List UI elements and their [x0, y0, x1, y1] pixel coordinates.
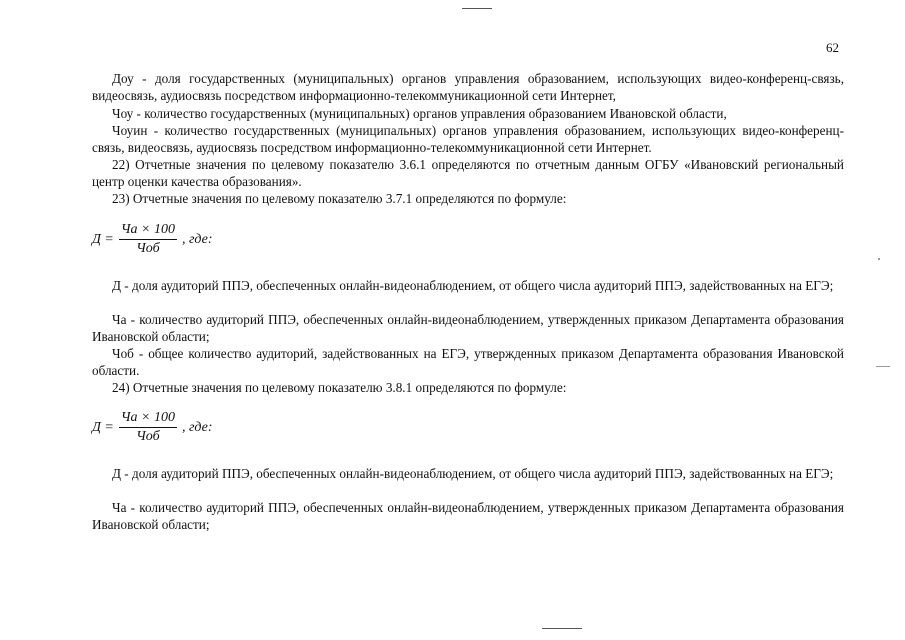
formula-numerator: Ча × 100 — [119, 222, 177, 240]
paragraph-item-23: 23) Отчетные значения по целевому показателю 3.7.1 определяются по формуле: — [112, 191, 567, 206]
formula-denominator: Чоб — [136, 429, 160, 444]
paragraph-cha-def: Ча - количество аудиторий ППЭ, обеспеченных онлайн-видеонаблюдением, утвержденных приказом Департамента образования Ивановской области; — [92, 312, 844, 344]
paragraph-chob-def: Чоб - общее количество аудиторий, задействованных на ЕГЭ, утвержденных приказом Департамента образования Ивановской области. — [92, 346, 844, 378]
formula-fraction — [119, 222, 177, 257]
paragraph-d-def: Д - доля аудиторий ППЭ, обеспеченных онлайн-видеонаблюдением, от общего числа аудиторий ППЭ, задействованных на ЕГЭ; — [112, 278, 834, 293]
formula-tail: , где: — [181, 419, 213, 435]
formula-lhs: Д = — [92, 231, 114, 247]
paragraph-d-def-2: Д - доля аудиторий ППЭ, обеспеченных онлайн-видеонаблюдением, от общего числа аудиторий ППЭ, задействованных на ЕГЭ; — [112, 466, 834, 481]
paragraph-cha-def-2: Ча - количество аудиторий ППЭ, обеспеченных онлайн-видеонаблюдением, утвержденных приказом Департамента образования Ивановской области; — [92, 500, 844, 532]
paragraph-dou: Доу - доля государственных (муниципальных) органов управления образованием, использующих видео-конференц-связь, видеосвязь, аудиосвязь посредством информационно-телекоммуникационной сети Интернет, — [92, 71, 844, 103]
bottom-scan-line — [542, 628, 582, 629]
scan-mark-right-small — [878, 258, 880, 260]
formula-tail: , где: — [181, 231, 213, 247]
formula-lhs: Д = — [92, 419, 114, 435]
formula-fraction — [119, 410, 177, 445]
paragraph-chouin: Чоуин - количество государственных (муниципальных) органов управления образованием, использующих видео-конференц-связь, видеосвязь, аудиосвязь посредством информационно-телекоммуникационной сети Интернет. — [92, 123, 844, 155]
paragraph-item-22: 22) Отчетные значения по целевому показателю 3.6.1 определяются по отчетным данным ОГБУ «Ивановский региональный центр оценки качества образования». — [92, 157, 844, 189]
page-number: 62 — [826, 40, 839, 55]
formula-denominator: Чоб — [136, 241, 160, 256]
paragraph-item-24: 24) Отчетные значения по целевому показателю 3.8.1 определяются по формуле: — [112, 380, 567, 395]
scan-mark-right — [876, 366, 890, 367]
top-scan-line — [462, 8, 492, 9]
paragraph-chou: Чоу - количество государственных (муниципальных) органов управления образованием Ивановской области, — [112, 106, 727, 121]
formula-numerator: Ча × 100 — [119, 410, 177, 428]
formula-3-7-1 — [92, 222, 213, 257]
formula-3-8-1 — [92, 410, 213, 445]
